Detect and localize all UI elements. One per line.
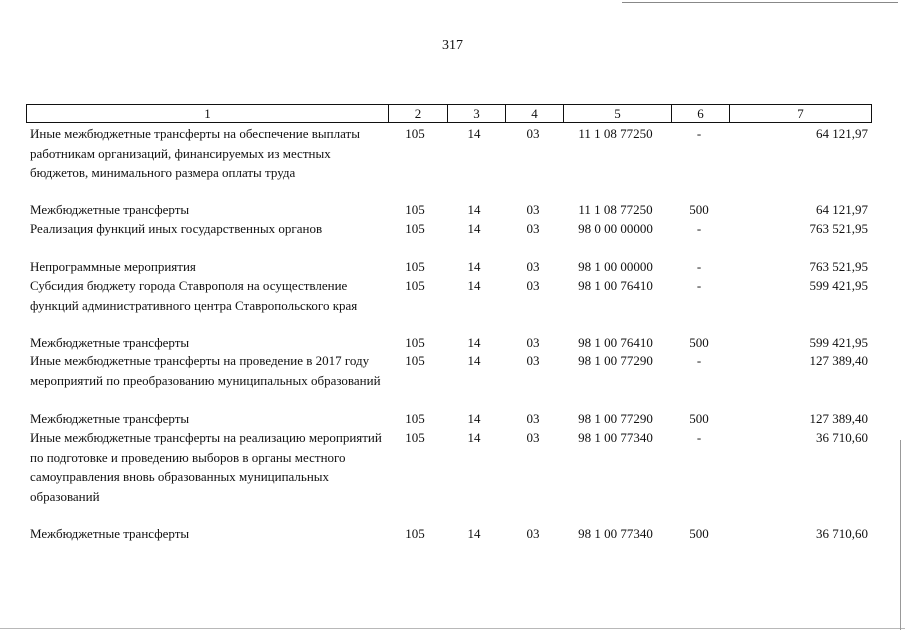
row-code-5: 98 1 00 77340 <box>578 526 653 541</box>
row-code-4: 03 <box>526 259 540 274</box>
row-code-4: 03 <box>526 126 540 141</box>
row-code-5: 98 1 00 77290 <box>578 353 653 368</box>
row-code-5: 98 1 00 77290 <box>578 411 653 426</box>
row-code-4: 03 <box>526 411 540 426</box>
row-code-3: 14 <box>467 278 481 293</box>
row-code-2: 105 <box>405 353 425 368</box>
row-code-3: 14 <box>467 259 481 274</box>
row-code-6: - <box>696 353 702 368</box>
row-code-3: 14 <box>467 202 481 217</box>
row-code-6: 500 <box>689 526 709 541</box>
row-code-5: 11 1 08 77250 <box>578 202 653 217</box>
row-code-4: 03 <box>526 202 540 217</box>
row-name: Межбюджетные трансферты <box>30 335 190 350</box>
row-code-3: 14 <box>467 126 481 141</box>
page-number: 317 <box>442 38 463 53</box>
row-code-2: 105 <box>405 526 425 541</box>
row-code-2: 105 <box>405 221 425 236</box>
scan-artifact-edge <box>900 440 901 630</box>
row-code-6: - <box>696 221 702 236</box>
row-code-4: 03 <box>526 526 540 541</box>
row-code-2: 105 <box>405 202 425 217</box>
row-code-6: 500 <box>689 202 709 217</box>
scan-artifact-bottom <box>0 628 905 629</box>
row-amount: 599 421,95 <box>809 335 868 350</box>
row-code-5: 98 1 00 77340 <box>578 430 653 445</box>
row-name: Иные межбюджетные трансферты на реализацию мероприятий по подготовке и проведению выборов в органы местного самоуправления вновь образованных муниципальных образований <box>30 430 382 504</box>
row-code-2: 105 <box>405 126 425 141</box>
header-col-2: 2 <box>388 105 447 122</box>
row-name: Межбюджетные трансферты <box>30 526 190 541</box>
row-code-2: 105 <box>405 278 425 293</box>
row-code-5: 98 1 00 00000 <box>578 259 653 274</box>
row-amount: 64 121,97 <box>816 126 868 141</box>
row-code-3: 14 <box>467 221 481 236</box>
row-code-3: 14 <box>467 526 481 541</box>
row-code-2: 105 <box>405 335 425 350</box>
row-amount: 36 710,60 <box>816 526 868 541</box>
row-code-4: 03 <box>526 353 540 368</box>
row-amount: 763 521,95 <box>809 221 868 236</box>
row-code-3: 14 <box>467 411 481 426</box>
row-amount: 127 389,40 <box>809 411 868 426</box>
row-code-3: 14 <box>467 335 481 350</box>
row-code-5: 98 0 00 00000 <box>578 221 653 236</box>
row-code-6: - <box>696 278 702 293</box>
row-code-6: 500 <box>689 335 709 350</box>
row-code-4: 03 <box>526 430 540 445</box>
row-name: Непрограммные мероприятия <box>30 259 196 274</box>
row-code-5: 98 1 00 76410 <box>578 335 653 350</box>
row-code-5: 11 1 08 77250 <box>578 126 653 141</box>
row-amount: 64 121,97 <box>816 202 868 217</box>
header-col-1: 1 <box>204 106 211 121</box>
header-col-5: 5 <box>563 105 671 122</box>
row-code-2: 105 <box>405 430 425 445</box>
row-code-2: 105 <box>405 411 425 426</box>
row-code-4: 03 <box>526 278 540 293</box>
row-code-5: 98 1 00 76410 <box>578 278 653 293</box>
row-code-6: - <box>696 259 702 274</box>
row-name: Субсидия бюджету города Ставрополя на осуществление функций административного центра Ставропольского края <box>30 278 358 313</box>
header-col-4: 4 <box>505 105 563 122</box>
row-amount: 599 421,95 <box>809 278 868 293</box>
header-col-3: 3 <box>447 105 505 122</box>
row-code-3: 14 <box>467 353 481 368</box>
header-col-7: 7 <box>729 105 871 122</box>
row-code-2: 105 <box>405 259 425 274</box>
row-name: Реализация функций иных государственных органов <box>30 221 323 236</box>
row-code-6: 500 <box>689 411 709 426</box>
row-name: Межбюджетные трансферты <box>30 202 190 217</box>
row-code-6: - <box>696 126 702 141</box>
row-code-4: 03 <box>526 221 540 236</box>
row-name: Межбюджетные трансферты <box>30 411 190 426</box>
row-name: Иные межбюджетные трансферты на проведение в 2017 году мероприятий по преобразованию муниципальных образований <box>30 353 381 388</box>
row-code-6: - <box>696 430 702 445</box>
row-code-4: 03 <box>526 335 540 350</box>
row-amount: 127 389,40 <box>809 353 868 368</box>
scan-artifact-top <box>622 2 898 3</box>
row-amount: 763 521,95 <box>809 259 868 274</box>
header-col-6: 6 <box>671 105 729 122</box>
row-code-3: 14 <box>467 430 481 445</box>
row-name: Иные межбюджетные трансферты на обеспечение выплаты работникам организаций, финансируемых из местных бюджетов, минимального размера оплаты труда <box>30 126 360 180</box>
row-amount: 36 710,60 <box>816 430 868 445</box>
table-header <box>26 104 872 123</box>
